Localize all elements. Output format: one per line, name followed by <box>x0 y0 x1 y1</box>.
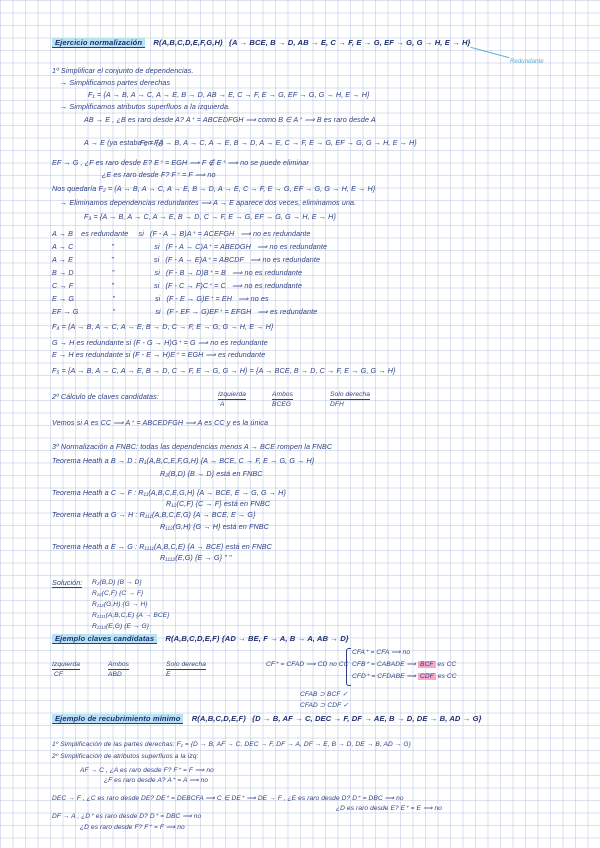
solution-item: R₁₁₂(G,H) {G → H} <box>92 601 148 608</box>
red-row <box>52 307 317 316</box>
s2-c1: CFAB ⊃ BCF ✓ <box>300 691 348 698</box>
step3-title: 3º Normalización a FNBC: todas las dependencias menos A → BCE rompen la FNBC <box>52 442 333 451</box>
red-si: si <box>155 307 161 316</box>
s2-c2: CFAD ⊃ CDF ✓ <box>300 702 349 709</box>
red-res: ⟹ no es redundante <box>250 255 321 264</box>
s2-value-right: E <box>166 671 171 678</box>
red-dep: A → C <box>52 242 74 251</box>
s2-header-left: Izquierda <box>52 661 81 668</box>
step3-t4: Teorema Heath a E → G : R₁₁₁₁(A,B,C,E) {A → BCE} está en FNBC <box>52 542 272 551</box>
example2-title: Ejemplo claves candidatas <box>52 634 157 644</box>
red-calc: (F - C → F)C⁺ = C <box>165 281 226 290</box>
red-dep: C → F <box>52 281 74 290</box>
s3-r6: ¿D es raro desde E? E⁺ = E ⟹ no <box>336 805 443 812</box>
step1-r8: ¿E es raro desde F? F⁺ = F ⟹ no <box>102 170 216 179</box>
red-row <box>52 281 302 290</box>
red-row <box>52 294 269 303</box>
red-si: si <box>154 294 161 303</box>
step1-r4: AB → E , ¿B es raro desde A? A⁺ = ABCEDFGH ⟹ como B ∈ A⁺ ⟹ B es raro desde A <box>84 115 376 124</box>
s2-b3-line <box>352 672 457 681</box>
red-dep: E → G <box>52 294 75 303</box>
step1-r1: → Simplificamos partes derechas <box>60 78 171 87</box>
step3-t2b: R₁₂(C,F) {C → F} está en FNBC <box>166 499 271 508</box>
s3-r8: ¿D es raro desde F? F⁺ = F ⟹ no <box>80 824 185 831</box>
s2-brace <box>346 648 351 686</box>
exercise-deps-a: {A → BCE, B → D, AB → E, C → F, E → G, <box>228 38 382 47</box>
step3-t3: Teorema Heath a G → H : R₁₁₁(A,B,C,E,G) {A → BCE, E → G} <box>52 510 256 519</box>
red-si: si <box>154 268 160 277</box>
s2-value-mid: ABD <box>108 671 122 678</box>
s3-r4: ¿F es raro desde A? A⁺ = A ⟹ no <box>104 777 209 784</box>
redundant-note: Redundante <box>510 59 544 65</box>
red-si: si <box>153 255 160 264</box>
redundant-arrow <box>471 47 510 58</box>
s2-b2-line <box>352 660 456 669</box>
red-dep: EF → G <box>52 307 79 316</box>
red-calc: (F - B → D)B⁺ = B <box>166 268 226 277</box>
red-res: ⟹ no es redundante <box>232 268 303 277</box>
s2-b3-highlight: CDF <box>420 673 434 680</box>
s2-header-right: Solo derecha <box>166 661 207 668</box>
step3-t3b: R₁₁₂(G,H) {G → H} está en FNBC <box>160 522 269 531</box>
step3-t2: Teorema Heath a C → F : R₁₁(A,B,C,E,G,H) {A → BCE, E → G, G → H} <box>52 488 286 497</box>
exercise-title-block <box>52 38 471 47</box>
step1-r11: F₃ = {A → B, A → C, A → E, B → D, C → F, E → G, EF → G, G → H, E → H} <box>84 212 336 221</box>
red-res: ⟹ no es redundante <box>257 242 328 251</box>
example3-title: Ejemplo de recubrimiento mínimo <box>52 714 183 724</box>
step2-header-left: Izquierda <box>218 391 247 398</box>
red-q: " <box>111 242 115 251</box>
step1-r3: → Simplificamos atributos superfluos a la izquierda. <box>60 102 231 111</box>
step2-r1: Vemos si A es CC ⟹ A⁺ = ABCEDFGH ⟹ A es CC y es la única <box>52 418 269 427</box>
solution-item: R₁₁₁₂(E,G) {E → G} <box>92 623 150 630</box>
red-dep: B → D <box>52 268 74 277</box>
step3-t1b: R₂(B,D) {B → D} está en FNBC <box>160 469 263 478</box>
red-res: ⟹ no es redundante <box>240 229 311 238</box>
step1-r2: F₁ = {A → B, A → C, A → E, B → D, AB → E, C → F, E → G, EF → G, G → H, E → H} <box>88 90 370 99</box>
step1-r9: Nos quedaría F₂ = {A → B, A → C, A → E, B → D, A → E, C → F, E → G, EF → G, G → H, E → H} <box>52 184 376 193</box>
step1-title: 1º Simplificar el conjunto de dependencias. <box>52 66 194 75</box>
step1-r10: → Eliminamos dependencias redundantes ⟹ A → E aparece dos veces, eliminamos una. <box>60 198 357 207</box>
exercise-deps-b: EF → G, G → H, E → H} <box>384 38 471 47</box>
red-calc: (F - A → B)A⁺ = ACEFGH <box>150 229 235 238</box>
exercise-schema: R(A,B,C,D,E,F,G,H) <box>153 38 223 47</box>
step2-value-right: DFH <box>330 401 344 408</box>
s2-b2-highlight: BCF <box>420 661 434 668</box>
step3-t1: Teorema Heath a B → D : R₁(A,B,C,E,F,G,H) {A → BCE, C → F, E → G, G → H} <box>52 456 315 465</box>
red-row <box>52 268 302 277</box>
red-si: si <box>154 242 160 251</box>
s2-b3: CFD⁺ = CFDABE ⟹ <box>352 673 417 680</box>
example3-title-block <box>52 714 482 723</box>
step1-r13: G → H es redundante si (F - G → H)G⁺ = G ⟹ no es redundante <box>52 338 268 347</box>
s2-value-left: CF <box>54 671 63 678</box>
step1-r12: F₄ = {A → B, A → C, A → E, B → D, C → F, E → G, G → H, E → H} <box>52 322 274 331</box>
example3-schema: R(A,B,C,D,E,F) <box>191 714 246 723</box>
red-q: es redundante <box>81 229 129 238</box>
s2-b3-result: es CC <box>437 673 457 680</box>
red-si: si <box>138 229 144 238</box>
example3-deps: {D → B, AF → C, DEC → F, DF → AE, B → D, DE → B, AD → G} <box>252 714 482 723</box>
red-q: " <box>111 268 115 277</box>
s2-b2: CFB⁺ = CABADE ⟹ <box>352 661 417 668</box>
step2-value-mid: BCEG <box>272 401 292 408</box>
step1-r15: F₅ = {A → B, A → C, A → E, B → D, C → F, E → G, G → H} = {A → BCE, B → D, C → F, E → G, G → H} <box>52 366 396 375</box>
step2-header-mid: Ambos <box>272 391 294 398</box>
solution-item: R₁₂(C,F) {C → F} <box>92 590 144 597</box>
red-dep: A → B <box>52 229 74 238</box>
step1-r7: EF → G , ¿F es raro desde E? E⁺ = EGH ⟹ F ∉ E⁺ ⟹ no se puede eliminar <box>52 158 309 167</box>
red-dep: A → E <box>52 255 74 264</box>
red-calc: (F - A → E)A⁺ = ABCDF <box>165 255 244 264</box>
step2-value-left: A <box>220 401 225 408</box>
s3-r2: 2º Simplificación de atributos superfluos a la izq: <box>52 753 199 760</box>
red-q: " <box>112 307 116 316</box>
red-si: si <box>154 281 160 290</box>
red-q: " <box>111 281 114 290</box>
step1-r5: A → E (ya estaba en F₁) <box>84 138 164 147</box>
s3-r1: 1º Simplificación de las partes derechas: F₁ = {D → B, AF → C, DEC → F, DF → A, DF → E, B → D, DE → B, AD → G} <box>52 741 411 748</box>
solution-item: R₂(B,D) {B → D} <box>92 579 142 586</box>
s2-b1: CFA⁺ = CFA ⟹ no <box>352 649 411 656</box>
solution-title: Solución: <box>52 578 83 587</box>
step1-r6: F₂ = {A → B, A → C, A → E, B → D, A → E, C → F, E → G, EF → G, G → H, E → H} <box>140 138 417 147</box>
example2-schema: R(A,B,C,D,E,F) {AD → BE, F → A, B → A, AB → D} <box>165 634 349 643</box>
s3-r5: DEC → F , ¿C es raro desde DE? DE⁺ = DEBCFA ⟹ C ∈ DE⁺ ⟹ DE → F , ¿E es raro desde D? D⁺ = DBC ⟹ no <box>52 795 404 802</box>
red-res: ⟹ no es redundante <box>231 281 302 290</box>
s2-cf: CF⁺ = CFAD ⟹ CD no CC <box>266 661 349 668</box>
red-row <box>52 242 327 251</box>
s2-b2-result: es CC <box>437 661 457 668</box>
red-calc: (F - EF → G)EF⁺ = EFGH <box>166 307 252 316</box>
s2-header-mid: Ambos <box>108 661 130 668</box>
s3-r3: AF → C , ¿A es raro desde F? F⁺ = F ⟹ no <box>80 767 214 774</box>
step1-r14: E → H es redundante si (F - E → H)E⁺ = EGH ⟹ es redundante <box>52 350 266 359</box>
example2-title-block <box>52 634 349 643</box>
red-q: " <box>111 255 114 264</box>
step2-header-right: Solo derecha <box>330 391 371 398</box>
exercise-title: Ejercicio normalización <box>52 38 145 48</box>
s3-r7: DF → A , ¿D⁺ es raro desde D? D⁺ = DBC ⟹ no <box>52 813 202 820</box>
red-row <box>52 255 320 264</box>
step3-t4b: R₁₁₁₂(E,G) {E → G} " " <box>160 553 232 562</box>
red-calc: (F - A → C)A⁺ = ABEDGH <box>165 242 251 251</box>
red-calc: (F - E → G)E⁺ = EH <box>166 294 233 303</box>
step2-title: 2º Cálculo de claves candidatas: <box>52 392 159 401</box>
red-q: " <box>112 294 115 303</box>
solution-item: R₁₁₁₁(A,B,C,E) {A → BCE} <box>92 612 170 619</box>
red-res: ⟹ no es <box>238 294 269 303</box>
red-row <box>52 229 311 238</box>
red-res: ⟹ es redundante <box>257 307 318 316</box>
